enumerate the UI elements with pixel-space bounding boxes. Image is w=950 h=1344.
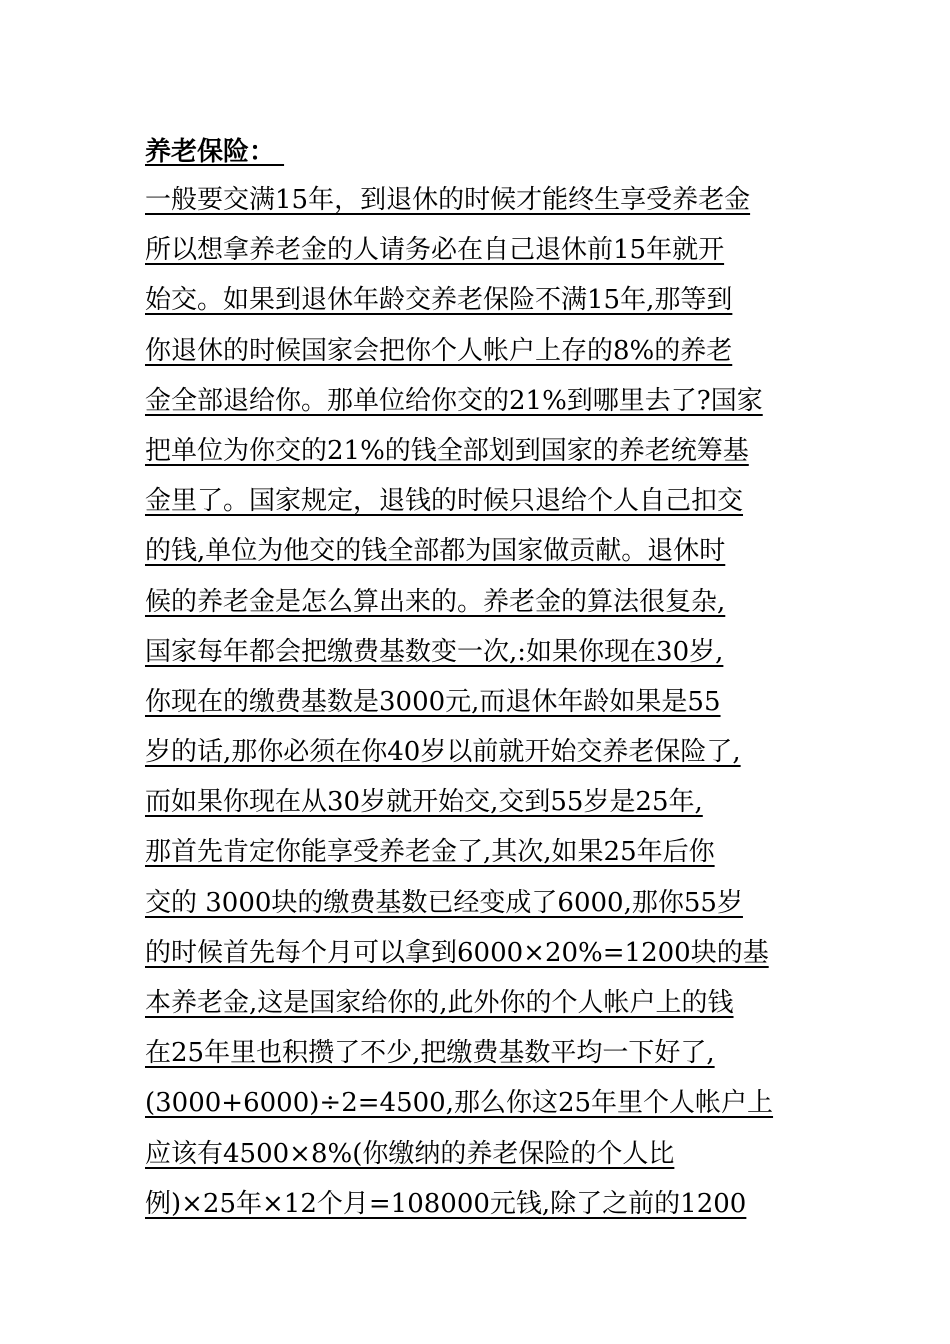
text-line: 例)×25年×12个月=108000元钱,除了之前的1200 — [145, 1188, 747, 1219]
text-line: 你现在的缴费基数是3000元,而退休年龄如果是55 — [145, 686, 721, 717]
text-line: 把单位为你交的21%的钱全部划到国家的养老统筹基 — [145, 435, 749, 466]
text-line: 在25年里也积攒了不少,把缴费基数平均一下好了, — [145, 1038, 715, 1069]
text-line: 候的养老金是怎么算出来的。养老金的算法很复杂, — [145, 586, 726, 617]
text-line: 岁的话,那你必须在你40岁以前就开始交养老保险了, — [145, 737, 741, 768]
text-line: 本养老金,这是国家给你的,此外你的个人帐户上的钱 — [145, 988, 734, 1018]
text-line: 交的 3000块的缴费基数已经变成了6000,那你55岁 — [145, 887, 743, 918]
text-line: 金里了。国家规定，退钱的时候只退给个人自己扣交 — [145, 486, 744, 517]
text-line: 而如果你现在从30岁就开始交,交到55岁是25年, — [145, 787, 703, 818]
text-line: 你退休的时候国家会把你个人帐户上存的8%的养老 — [145, 335, 733, 366]
document-title: 养老保险： — [145, 137, 285, 167]
text-line: 应该有4500×8%(你缴纳的养老保险的个人比 — [145, 1138, 675, 1169]
text-line: 的钱,单位为他交的钱全部都为国家做贡献。退休时 — [145, 536, 726, 567]
text-line: (3000+6000)÷2=4500,那么你这25年里个人帐户上 — [145, 1088, 774, 1119]
text-line: 所以想拿养老金的人请务必在自己退休前15年就开 — [145, 235, 725, 266]
text-line: 那首先肯定你能享受养老金了,其次,如果25年后你 — [145, 837, 715, 868]
text-line: 的时候首先每个月可以拿到6000×20%=1200块的基 — [145, 937, 769, 968]
text-line: 国家每年都会把缴费基数变一次,:如果你现在30岁, — [145, 636, 724, 667]
text-line: 一般要交满15年，到退休的时候才能终生享受养老金 — [145, 185, 751, 215]
document-body — [145, 178, 825, 1232]
text-line: 始交。如果到退休年龄交养老保险不满15年,那等到 — [145, 285, 733, 316]
text-line: 金全部退给你。那单位给你交的21%到哪里去了?国家 — [145, 385, 763, 416]
